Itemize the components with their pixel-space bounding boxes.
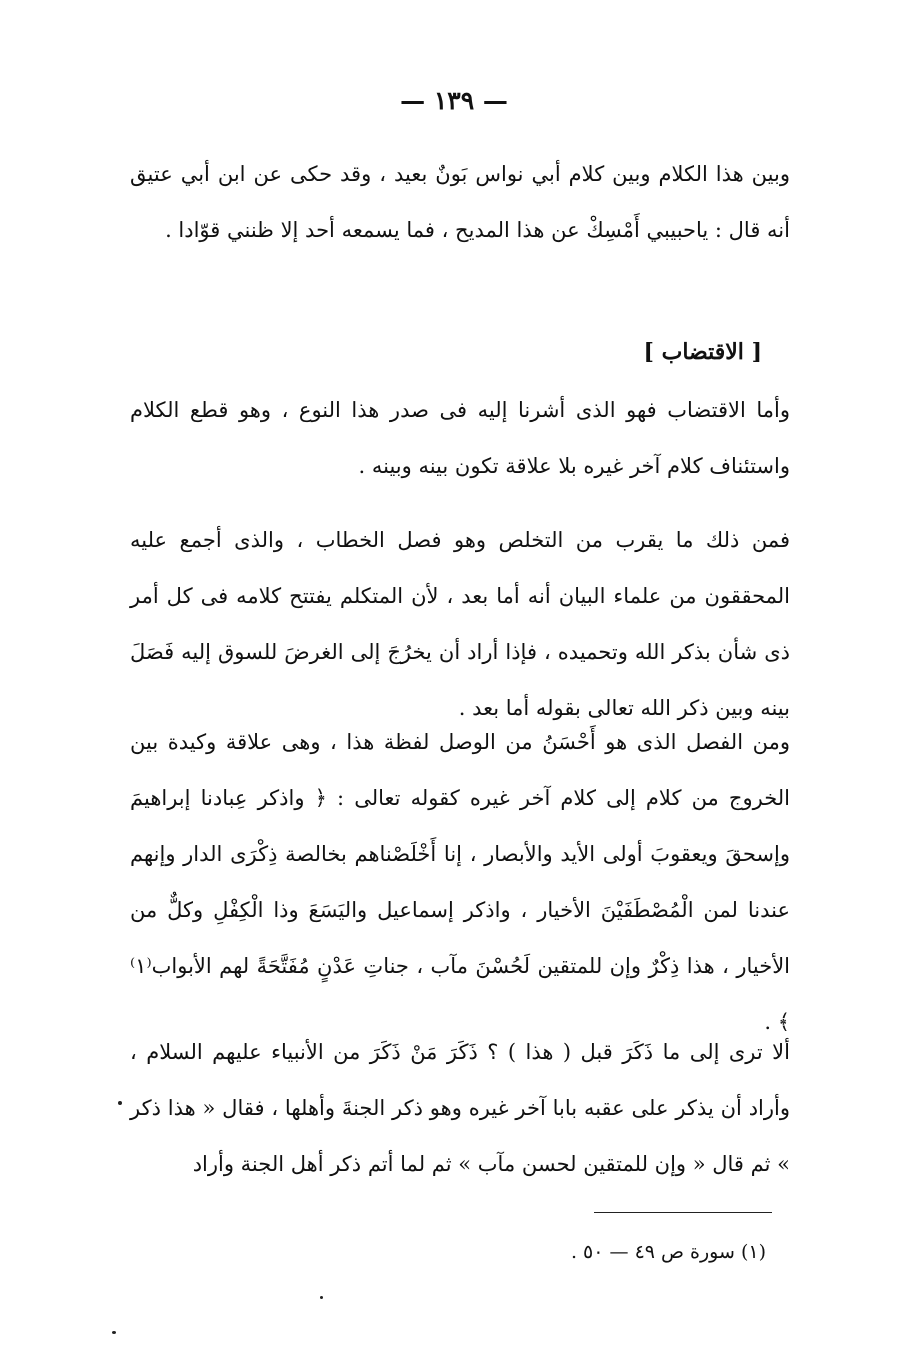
paragraph-text: فمن ذلك ما يقرب من التخلص وهو فصل الخطاب ، والذى أجمع عليه المحققون من علماء البيان أنه أما بعد ، لأن المتكلم يفتتح كلامه فى كل أمر ذى شأن بذكر الله وتحميده ، فإذا أراد أن يخرُجَ إلى الغرضَ للسوق إليه فَصَلَ بينه وبين ذكر الله تعالى بقوله أما بعد .	[130, 528, 790, 720]
paragraph-3	[130, 512, 790, 736]
paragraph-text: وبين هذا الكلام وبين كلام أبي نواس بَونٌ بعيد ، وقد حكى عن ابن أبي عتيق أنه قال : ياحبيبي أَمْسِكْ عن هذا المديح ، فما يسمعه أحد إلا ظنني قوّادا .	[130, 162, 790, 242]
paragraph-text: ومن الفصل الذى هو أَحْسَنُ من الوصل لفظة هذا ، وهى علاقة وكيدة بين الخروج من كلام إلى كلام آخر غيره كقوله تعالى : ﴿ واذكر عِبادنا إبراهيمَ وإسحقَ ويعقوبَ أولى الأيد والأبصار ، إنا أَخْلَصْناهم بخالصة ذِكْرَى الدار وإنهم عندنا لمن الْمُصْطَفَيْنَ الأخيار ، واذكر إسماعيل واليَسَعَ وذا الْكِفْلِ وكلٌّ من الأخيار ، هذا ذِكْرٌ وإن للمتقين لَحُسْنَ مآب ، جناتِ عَدْنٍ مُفَتَّحَةً لهم الأبواب⁽١⁾ ﴾ .	[130, 730, 791, 1034]
paragraph-text: وأما الاقتضاب فهو الذى أشرنا إليه فى صدر هذا النوع ، وهو قطع الكلام واستئناف كلام آخر غيره بلا علاقة تكون بينه وبينه .	[130, 398, 790, 478]
paragraph-4	[130, 714, 790, 1050]
footnote-separator	[594, 1212, 772, 1213]
page-number: — ١٣٩ —	[400, 86, 508, 115]
footnote: (١) سورة ص ٤٩ — ٥٠ .	[570, 1241, 766, 1263]
scan-speck	[320, 1296, 323, 1299]
scan-speck	[118, 1101, 122, 1105]
paragraph-1	[130, 146, 790, 258]
paragraph-2	[130, 382, 790, 494]
section-heading: [ الاقتضاب ]	[643, 339, 762, 365]
paragraph-text: ألا ترى إلى ما ذَكَرَ قبل ( هذا ) ؟ ذَكَرَ مَنْ ذَكَرَ من الأنبياء عليهم السلام ، وأراد أن يذكر على عقبه بابا آخر غيره وهو ذكر الجنةَ وأهلها ، فقال « هذا ذكر » ثم قال « وإن للمتقين لحسن مآب » ثم لما أتم ذكر أهل الجنة وأراد	[130, 1040, 790, 1176]
scan-speck	[112, 1331, 116, 1334]
paragraph-5	[130, 1024, 790, 1192]
